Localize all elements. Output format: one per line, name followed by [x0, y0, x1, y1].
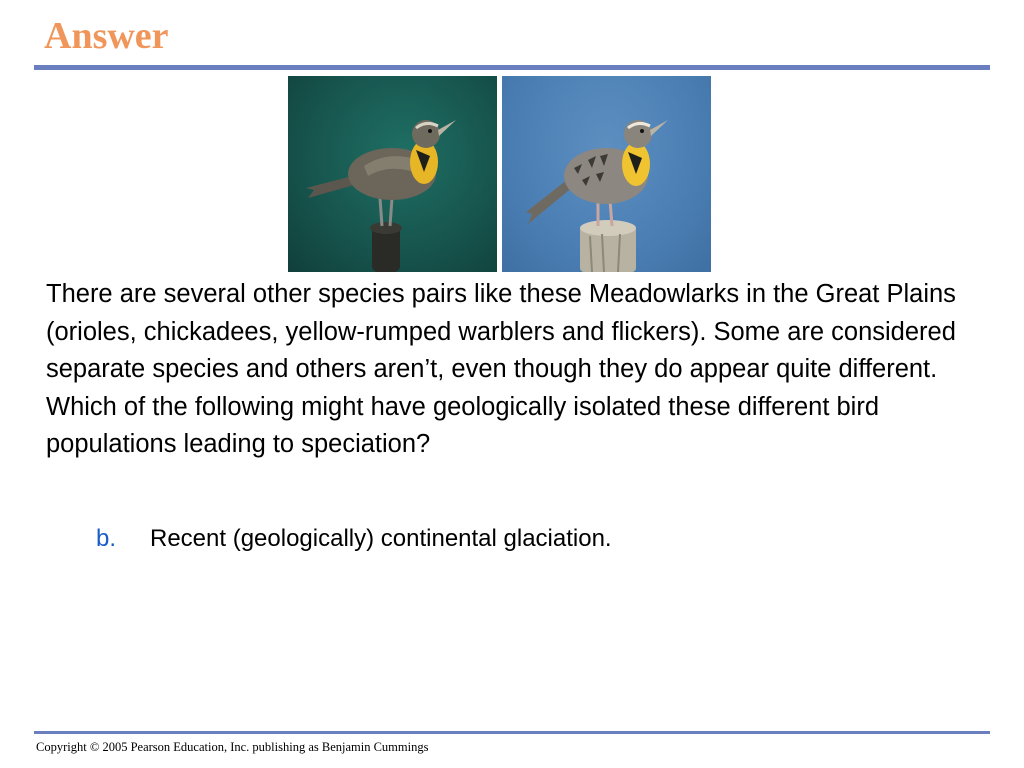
copyright-footer: Copyright © 2005 Pearson Education, Inc. publishing as Benjamin Cummings: [36, 740, 429, 754]
answer-option: [96, 522, 612, 556]
meadowlark-illustration-left: [288, 76, 497, 272]
body-paragraph: There are several other species pairs like these Meadowlarks in the Great Plains (orioles, chickadees, yellow-rumped warblers and flickers). Some are considered separate species and others aren’t, even though they do appear quite different. Which of the following might have geologically isolated these different bird populations leading to speciation?: [46, 280, 956, 458]
answer-option-text: Recent (geologically) continental glaciation.: [150, 525, 612, 552]
footer-divider: [34, 731, 990, 734]
slide-title: Answer: [44, 15, 169, 57]
meadowlark-illustration-right: [502, 76, 711, 272]
answer-option-letter: b.: [96, 525, 117, 552]
meadowlark-photo-right: [502, 76, 711, 272]
meadowlark-photo-left: [288, 76, 497, 272]
title-divider: [34, 65, 990, 70]
